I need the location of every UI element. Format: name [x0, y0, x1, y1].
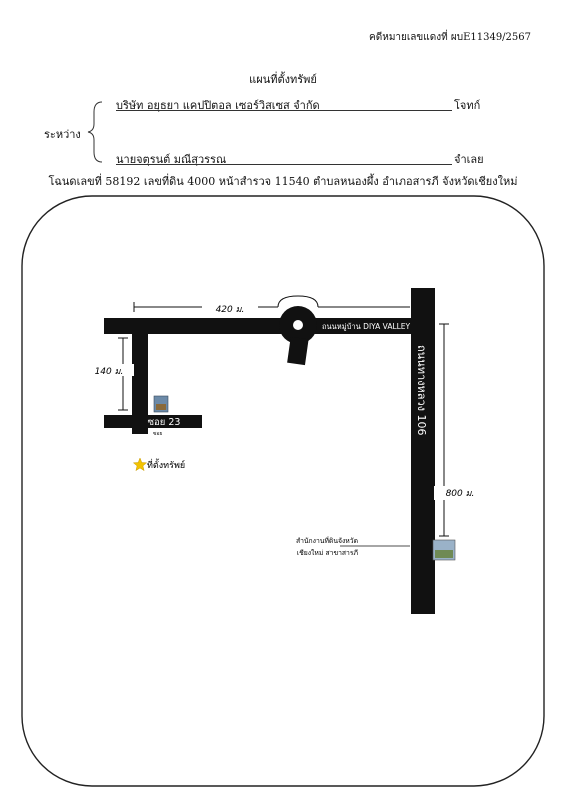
dim-top-arc	[278, 296, 318, 307]
village-road-label: ถนนหมู่บ้าน DIYA VALLEY	[322, 322, 411, 331]
deed-info: โฉนดเลขที่ 58192 เลขที่ดิน 4000 หน้าสำรวจ 11540 ตำบลหนองผึ้ง อำเภอสารภี จังหวัดเชียงใหม่	[48, 175, 518, 188]
land-office-photo-detail	[435, 550, 453, 558]
document-title: แผนที่ตั้งทรัพย์	[249, 73, 317, 86]
defendant-name: นายจตุรนต์ มณีสุวรรณ	[116, 153, 227, 166]
between-label: ระหว่าง	[44, 128, 81, 141]
soi-label: ซอย 23	[147, 417, 181, 428]
highway-106	[411, 288, 435, 614]
soi-sign-photo-detail	[156, 404, 166, 410]
highway-label: ถนนทางหลวง 106	[415, 345, 428, 436]
property-label: ที่ตั้งทรัพย์	[147, 461, 186, 471]
land-office-line1: สำนักงานที่ดินจังหวัด	[295, 537, 358, 545]
plaintiff-name: บริษัท อยุธยา แคปปิตอล เซอร์วิสเซส จำกัด	[116, 99, 320, 112]
defendant-role: จำเลย	[454, 153, 484, 166]
soi-sign-text: ซอย	[153, 431, 163, 437]
case-number: คดีหมายเลขแดงที่ ผบE11349/2567	[369, 32, 531, 43]
star-icon	[133, 458, 146, 471]
dim-left-label: 140 ม.	[94, 367, 124, 377]
spur-road	[287, 337, 308, 365]
plaintiff-role: โจทก์	[454, 99, 481, 112]
land-office-line2: เชียงใหม่ สาขาสารภี	[296, 549, 358, 557]
roundabout-island	[293, 320, 303, 330]
dim-right-label: 800 ม.	[445, 489, 475, 499]
dim-top-label: 420 ม.	[215, 305, 245, 315]
